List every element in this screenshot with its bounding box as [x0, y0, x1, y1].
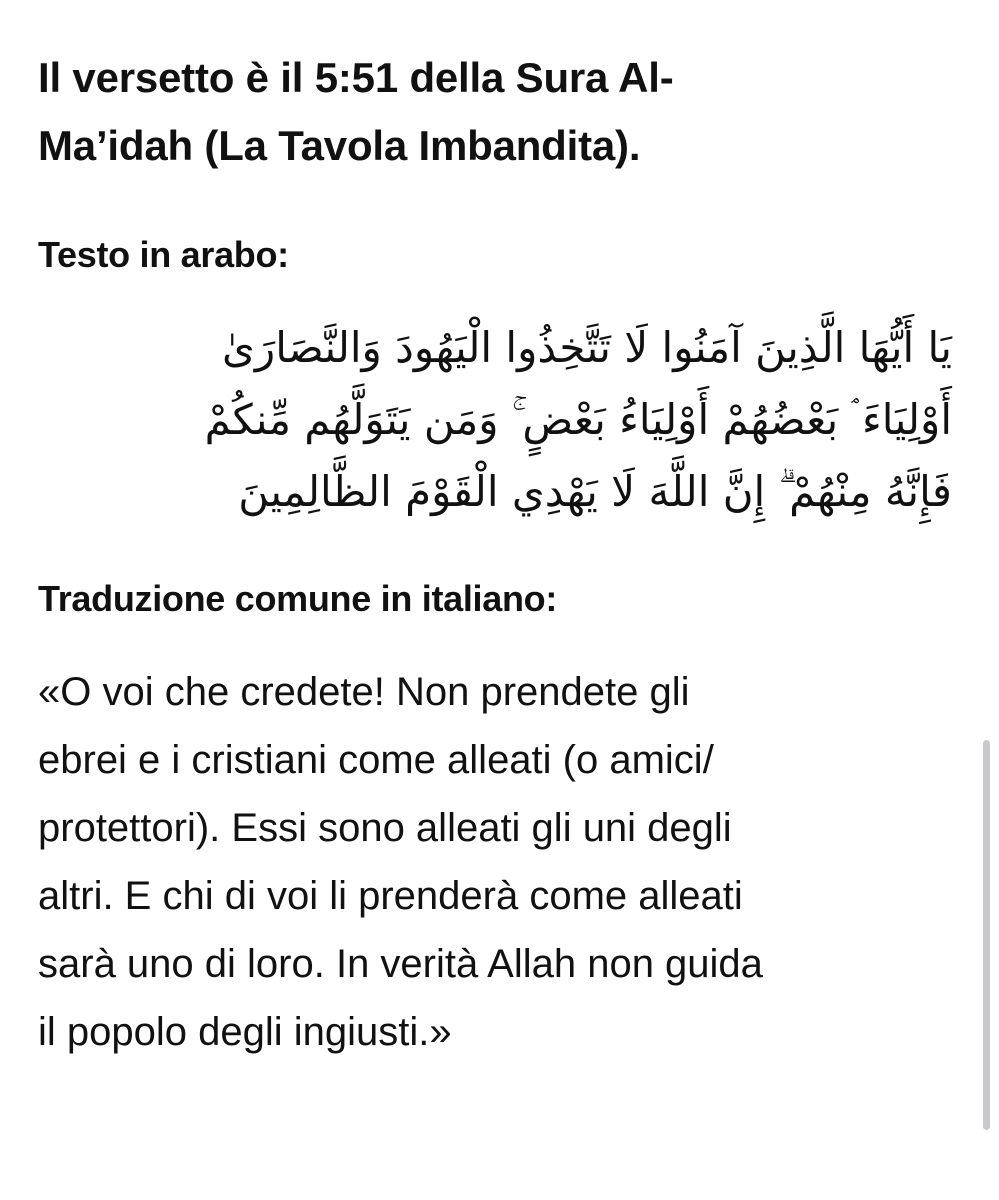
arabic-text	[38, 312, 958, 528]
translation-line: il popolo degli ingiusti.»	[38, 1010, 452, 1054]
arabic-heading: Testo in arabo:	[38, 234, 289, 275]
translation-line: «O voi che credete! Non prendete gli	[38, 670, 690, 714]
scrollbar-thumb[interactable]	[983, 740, 990, 1130]
translation-line: sarà uno di loro. In verità Allah non guida	[38, 942, 763, 986]
translation-line: ebrei e i cristiani come alleati (o amici/	[38, 738, 714, 782]
title-line: Ma’idah (La Tavola Imbandita).	[38, 122, 641, 169]
title-line: Il versetto è il 5:51 della Sura Al-	[38, 54, 674, 101]
translation-text	[38, 658, 958, 1066]
vertical-scrollbar[interactable]	[983, 700, 991, 1170]
translation-heading: Traduzione comune in italiano:	[38, 578, 558, 619]
arabic-line: فَإِنَّهُ مِنْهُمْ ۗ إِنَّ اللَّهَ لَا يَهْدِي الْقَوْمَ الظَّالِمِينَ	[238, 467, 952, 516]
translation-line: protettori). Essi sono alleati gli uni degli	[38, 806, 732, 850]
arabic-line: أَوْلِيَاءَ ۘ بَعْضُهُمْ أَوْلِيَاءُ بَعْضٍ ۚ وَمَن يَتَوَلَّهُم مِّنكُمْ	[204, 395, 952, 444]
page-title	[38, 44, 958, 180]
message-content	[38, 44, 958, 1066]
arabic-line: يَا أَيُّهَا الَّذِينَ آمَنُوا لَا تَتَّخِذُوا الْيَهُودَ وَالنَّصَارَىٰ	[222, 323, 952, 372]
translation-line: altri. E chi di voi li prenderà come alleati	[38, 874, 743, 918]
